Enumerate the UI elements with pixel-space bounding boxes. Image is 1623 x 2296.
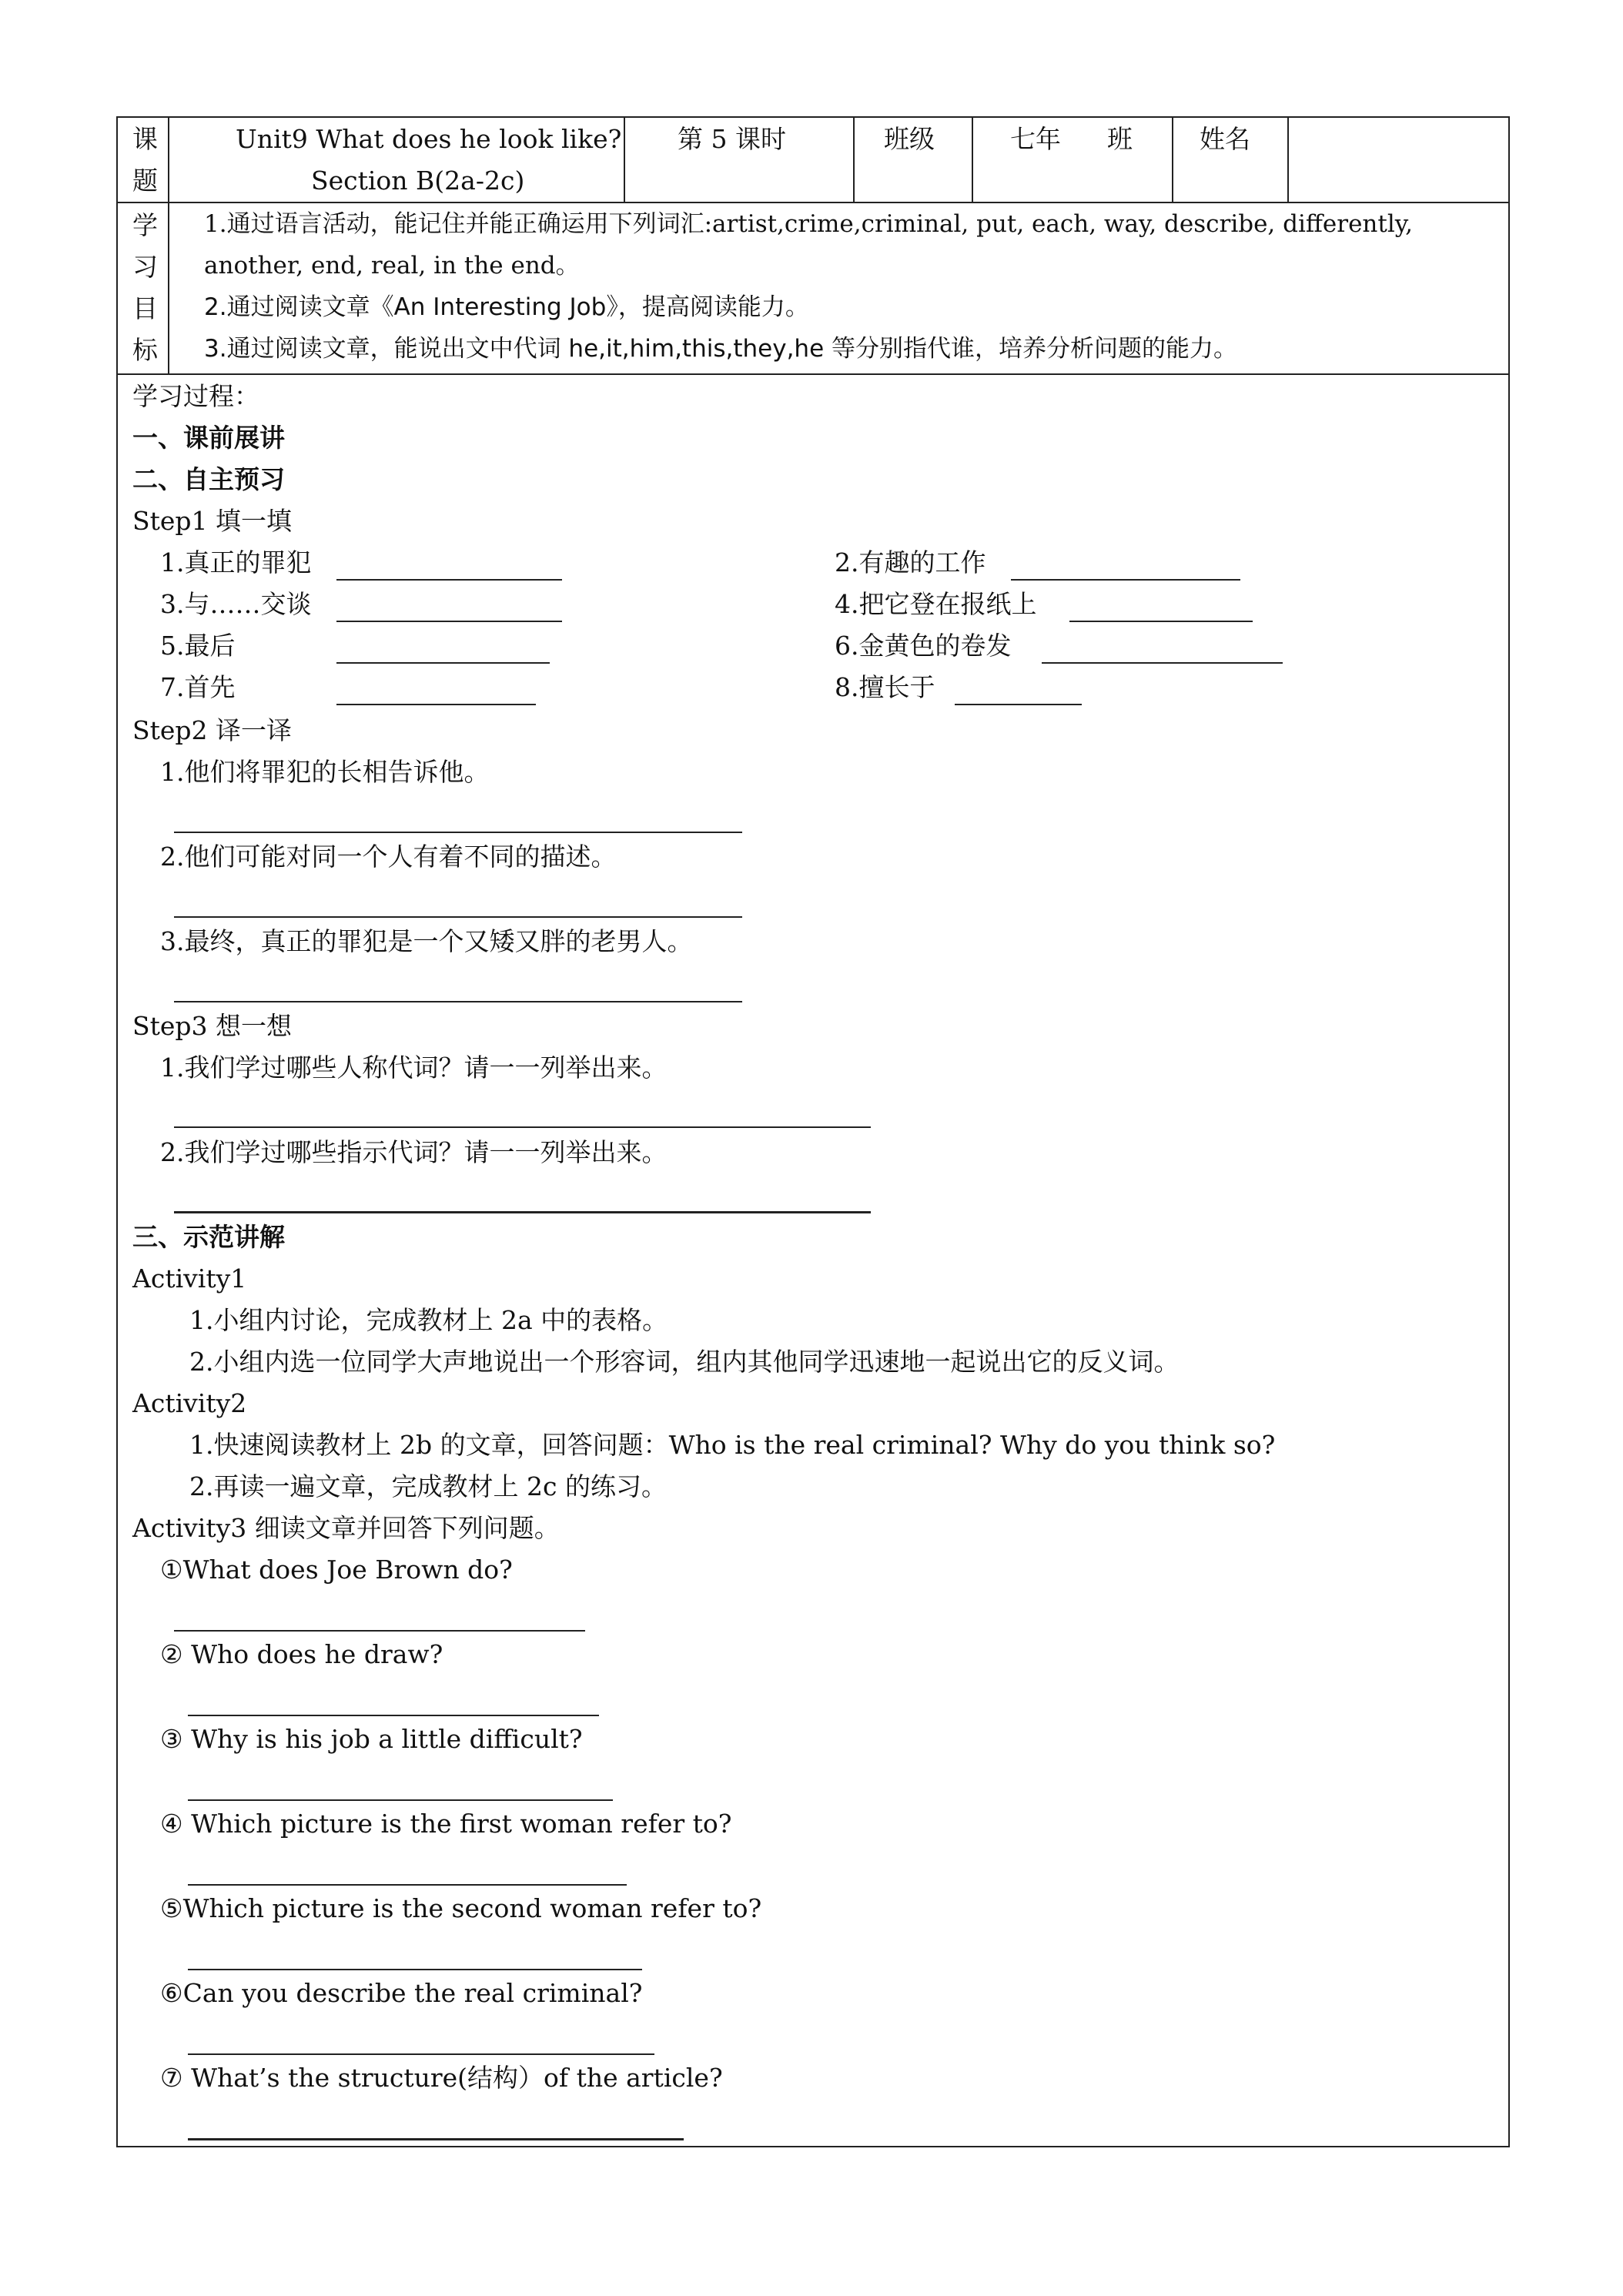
activity3-question-2: ② Who does he draw? [160, 1639, 443, 1669]
step2-answer-line-2[interactable] [174, 916, 742, 918]
step1-blank-3[interactable] [336, 621, 562, 622]
step1-blank-8[interactable] [955, 704, 1082, 705]
step1-item-7: 7.首先 [160, 672, 236, 702]
step3-answer-line-2[interactable] [174, 1211, 871, 1213]
activity3-question-4: ④ Which picture is the first woman refer to? [160, 1809, 732, 1839]
class-label: 班级 [884, 124, 935, 154]
activity3-question-6: ⑥Can you describe the real criminal? [160, 1978, 643, 2008]
goals-row-bottom-line [116, 373, 1510, 375]
step2-item-1: 1.他们将罪犯的长相告诉他。 [160, 757, 490, 787]
step3-answer-line-1[interactable] [174, 1126, 871, 1128]
step1-item-3: 3.与……交谈 [160, 589, 312, 619]
goals-label-4: 标 [132, 335, 158, 365]
goals-label-1: 学 [132, 210, 158, 240]
header-row-bottom-line [116, 202, 1510, 203]
activity3-question-5: ⑤Which picture is the second woman refer to? [160, 1893, 762, 1923]
step1-blank-4[interactable] [1069, 621, 1253, 622]
section-3-heading: 三、示范讲解 [132, 1222, 285, 1252]
section-title: Section B(2a-2c) [311, 166, 525, 196]
step1-blank-7[interactable] [336, 704, 536, 705]
activity3-answer-line-3[interactable] [188, 1799, 613, 1801]
step2-title: Step2 译一译 [132, 715, 293, 745]
section-2-heading: 二、自主预习 [132, 464, 285, 494]
goal-line-4: 3.通过阅读文章，能说出文中代词 he,it,him,this,they,he 等分别指代谁，培养分析问题的能力。 [204, 335, 1238, 363]
goals-label-2: 习 [132, 252, 158, 282]
step2-answer-line-3[interactable] [174, 1001, 742, 1002]
process-title: 学习过程： [132, 381, 259, 411]
step1-blank-1[interactable] [336, 579, 562, 581]
activity3-answer-line-4[interactable] [188, 1884, 627, 1886]
activity2-item-1: 1.快速阅读教材上 2b 的文章，回答问题：Who is the real criminal? Why do you think so? [189, 1430, 1276, 1460]
activity3-answer-line-6[interactable] [188, 2053, 654, 2055]
activity2-item-2: 2.再读一遍文章，完成教材上 2c 的练习。 [189, 1471, 667, 1501]
step3-item-1: 1.我们学过哪些人称代词？请一一列举出来。 [160, 1053, 668, 1083]
goals-label-3: 目 [132, 293, 158, 323]
worksheet-frame [116, 116, 1510, 2147]
grade-label: 七年 [1010, 124, 1061, 154]
section-1-heading: 一、课前展讲 [132, 423, 285, 453]
step1-blank-6[interactable] [1042, 662, 1283, 664]
step1-blank-5[interactable] [336, 662, 550, 664]
class-suffix-label: 班 [1107, 124, 1133, 154]
topic-label-1: 课 [132, 124, 158, 154]
step1-item-1: 1.真正的罪犯 [160, 547, 312, 577]
step1-item-2: 2.有趣的工作 [835, 547, 986, 577]
header-col-line-4 [972, 116, 973, 202]
activity3-question-3: ③ Why is his job a little difficult? [160, 1724, 583, 1754]
header-col-line-6 [1287, 116, 1289, 202]
step3-title: Step3 想一想 [132, 1011, 293, 1041]
step1-item-6: 6.金黄色的卷发 [835, 631, 1012, 661]
header-col-line-5 [1172, 116, 1173, 202]
goal-line-2: another, end, real, in the end。 [204, 252, 580, 279]
activity3-question-1: ①What does Joe Brown do? [160, 1555, 513, 1585]
step2-item-2: 2.他们可能对同一个人有着不同的描述。 [160, 842, 617, 872]
step1-item-8: 8.擅长于 [835, 672, 935, 702]
step1-blank-2[interactable] [1011, 579, 1240, 581]
header-col-line-1 [168, 116, 169, 373]
unit-title: Unit9 What does he look like? [236, 124, 622, 154]
header-col-line-3 [853, 116, 855, 202]
topic-label-2: 题 [132, 166, 158, 196]
activity3-question-7: ⑦ What’s the structure(结构）of the article? [160, 2063, 723, 2093]
step2-answer-line-1[interactable] [174, 832, 742, 833]
step1-item-4: 4.把它登在报纸上 [835, 589, 1037, 619]
activity3-title: Activity3 细读文章并回答下列问题。 [132, 1513, 560, 1543]
activity2-title: Activity2 [132, 1388, 247, 1418]
period-label: 第 5 课时 [678, 124, 786, 154]
goal-line-3: 2.通过阅读文章《An Interesting Job》，提高阅读能力。 [204, 293, 809, 321]
activity1-item-1: 1.小组内讨论，完成教材上 2a 中的表格。 [189, 1305, 668, 1335]
step1-item-5: 5.最后 [160, 631, 236, 661]
step1-title: Step1 填一填 [132, 506, 293, 536]
name-label: 姓名 [1200, 124, 1250, 154]
goal-line-1: 1.通过语言活动，能记住并能正确运用下列词汇:artist,crime,criminal, put, each, way, describe, differently, [204, 210, 1414, 238]
step3-item-2: 2.我们学过哪些指示代词？请一一列举出来。 [160, 1137, 668, 1167]
activity3-answer-line-1[interactable] [174, 1630, 585, 1632]
activity3-answer-line-5[interactable] [188, 1969, 642, 1970]
activity1-item-2: 2.小组内选一位同学大声地说出一个形容词，组内其他同学迅速地一起说出它的反义词。 [189, 1347, 1180, 1377]
activity3-answer-line-7[interactable] [188, 2138, 684, 2140]
activity3-answer-line-2[interactable] [188, 1715, 599, 1716]
step2-item-3: 3.最终，真正的罪犯是一个又矮又胖的老男人。 [160, 926, 693, 956]
activity1-title: Activity1 [132, 1263, 247, 1294]
header-col-line-2 [624, 116, 625, 202]
